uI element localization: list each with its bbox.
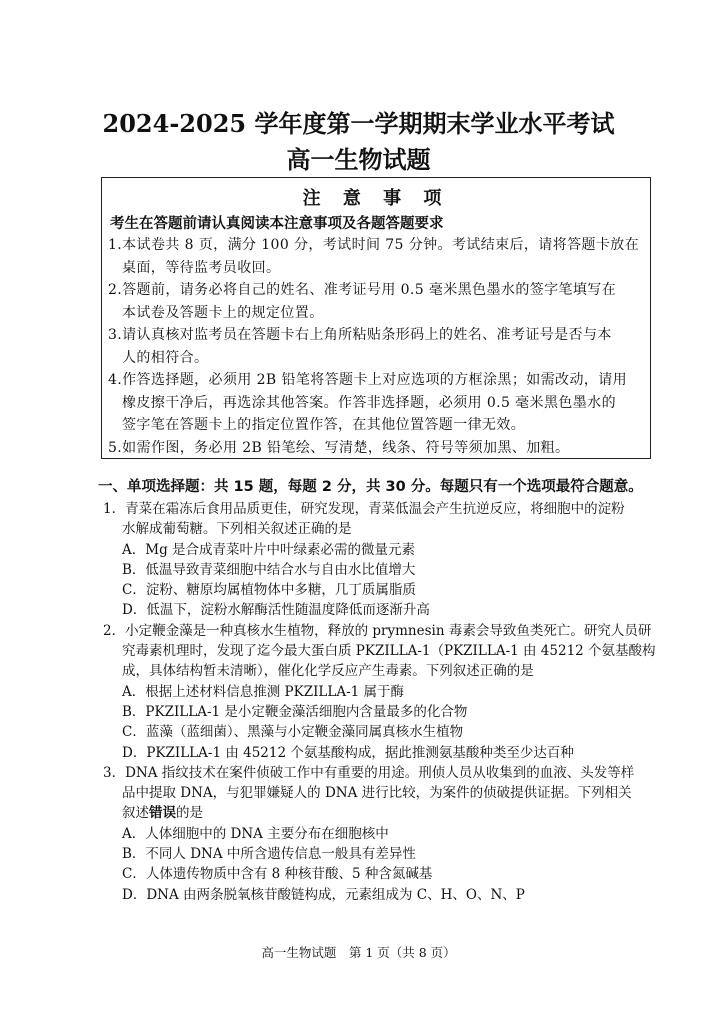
notice-line: 桌面，等待监考员收回。 — [122, 259, 281, 276]
option-c: C．蓝藻（蓝细菌）、黑藻与小定鞭金藻同属真核水生植物 — [122, 724, 464, 741]
question-stem-line: 2．小定鞭金藻是一种真核水生植物，释放的 prymnesin 毒素会导致鱼类死亡。研究人员研 — [103, 622, 652, 639]
question-stem-line: 品中提取 DNA，与犯罪嫌疑人的 DNA 进行比较，为案件的侦破提供证据。下列相关 — [122, 785, 632, 802]
notice-item — [108, 369, 646, 437]
exam-subtitle: 高一生物试题 — [286, 145, 431, 174]
question-stem-line: 水解成葡萄糖。下列相关叙述正确的是 — [122, 521, 352, 538]
option-b: B．PKZILLA-1 是小定鞭金藻活细胞内含量最多的化合物 — [122, 703, 468, 720]
notice-box — [101, 177, 651, 459]
emphasis-word: 错误 — [149, 805, 176, 822]
notice-list — [108, 234, 646, 459]
notice-line: 3.请认真核对监考员在答题卡右上角所粘贴条形码上的姓名、准考证号是否与本 — [108, 327, 612, 343]
question-3 — [103, 763, 663, 905]
question-stem-line: 3．DNA 指纹技术在案件侦破工作中有重要的用途。刑侦人员从收集到的血液、头发等样 — [103, 764, 635, 781]
notice-line: 签字笔在答题卡上的指定位置作答，在其他位置答题一律无效。 — [122, 417, 526, 433]
notice-title: 注 意 事 项 — [302, 188, 450, 209]
stem-text: 叙述 — [122, 805, 149, 822]
option-a: A．Mg 是合成青菜叶片中叶绿素必需的微量元素 — [122, 541, 416, 558]
option-d: D．PKZILLA-1 由 45212 个氨基酸构成，据此推测氨基酸种类至少达百种 — [122, 744, 574, 761]
notice-line: 本试卷及答题卡上的规定位置。 — [122, 304, 324, 321]
option-b: B．不同人 DNA 中所含遗传信息一般具有差异性 — [122, 846, 416, 863]
notice-item — [108, 279, 646, 324]
notice-item — [108, 324, 646, 369]
notice-item — [108, 437, 646, 460]
question-2 — [103, 621, 663, 763]
option-d: D．低温下，淀粉水解酶活性随温度降低而逐渐升高 — [122, 602, 430, 619]
option-a: A．根据上述材料信息推测 PKZILLA-1 属于酶 — [122, 683, 405, 700]
notice-line: 1.本试卷共 8 页，满分 100 分，考试时间 75 分钟。考试结束后，请将答题卡放在 — [108, 237, 640, 253]
notice-line: 人的相符合。 — [122, 349, 209, 366]
option-a: A．人体细胞中的 DNA 主要分布在细胞核中 — [122, 825, 389, 842]
section-heading: 一、单项选择题：共 15 题，每题 2 分，共 30 分。每题只有一个选项最符合题意。 — [98, 479, 643, 495]
notice-item — [108, 234, 646, 279]
question-stem-line: 究毒素机理时，发现了迄今最大蛋白质 PKZILLA-1（PKZILLA-1 由 45212 个氨基酸构 — [122, 643, 656, 660]
notice-line: 5.如需作图，务必用 2B 铅笔绘、写清楚，线条、符号等须加黑、加粗。 — [108, 439, 570, 456]
exam-title: 2024-2025 学年度第一学期期末学业水平考试 — [102, 109, 615, 138]
question-1 — [103, 499, 663, 621]
page-footer: 高一生物试题 第 1 页（共 8 页） — [261, 945, 456, 960]
stem-text: 的是 — [176, 805, 203, 822]
notice-subtitle: 考生在答题前请认真阅读本注意事项及各题答题要求 — [110, 216, 444, 232]
notice-line: 4.作答选择题，必须用 2B 铅笔将答题卡上对应选项的方框涂黑；如需改动，请用 — [108, 372, 628, 388]
question-list — [103, 499, 663, 905]
notice-line: 2.答题前，请务必将自己的姓名、准考证号用 0.5 毫米黑色墨水的签字笔填写在 — [108, 282, 617, 298]
option-d: D．DNA 由两条脱氧核苷酸链构成，元素组成为 C、H、O、N、P — [122, 886, 525, 903]
question-stem-line: 1．青菜在霜冻后食用品质更佳，研究发现，青菜低温会产生抗逆反应，将细胞中的淀粉 — [103, 501, 625, 517]
option-c: C．淀粉、糖原均属植物体中多糖，几丁质属脂质 — [122, 582, 416, 599]
option-c: C．人体遗传物质中含有 8 种核苷酸、5 种含氮碱基 — [122, 866, 433, 883]
notice-line: 橡皮擦干净后，再选涂其他答案。作答非选择题，必须用 0.5 毫米黑色墨水的 — [122, 394, 616, 411]
question-stem-line: 成，具体结构暂未清晰），催化化学反应产生毒素。下列叙述正确的是 — [122, 663, 534, 680]
question-stem-line — [103, 803, 663, 823]
option-b: B．低温导致青菜细胞中结合水与自由水比值增大 — [122, 561, 416, 578]
